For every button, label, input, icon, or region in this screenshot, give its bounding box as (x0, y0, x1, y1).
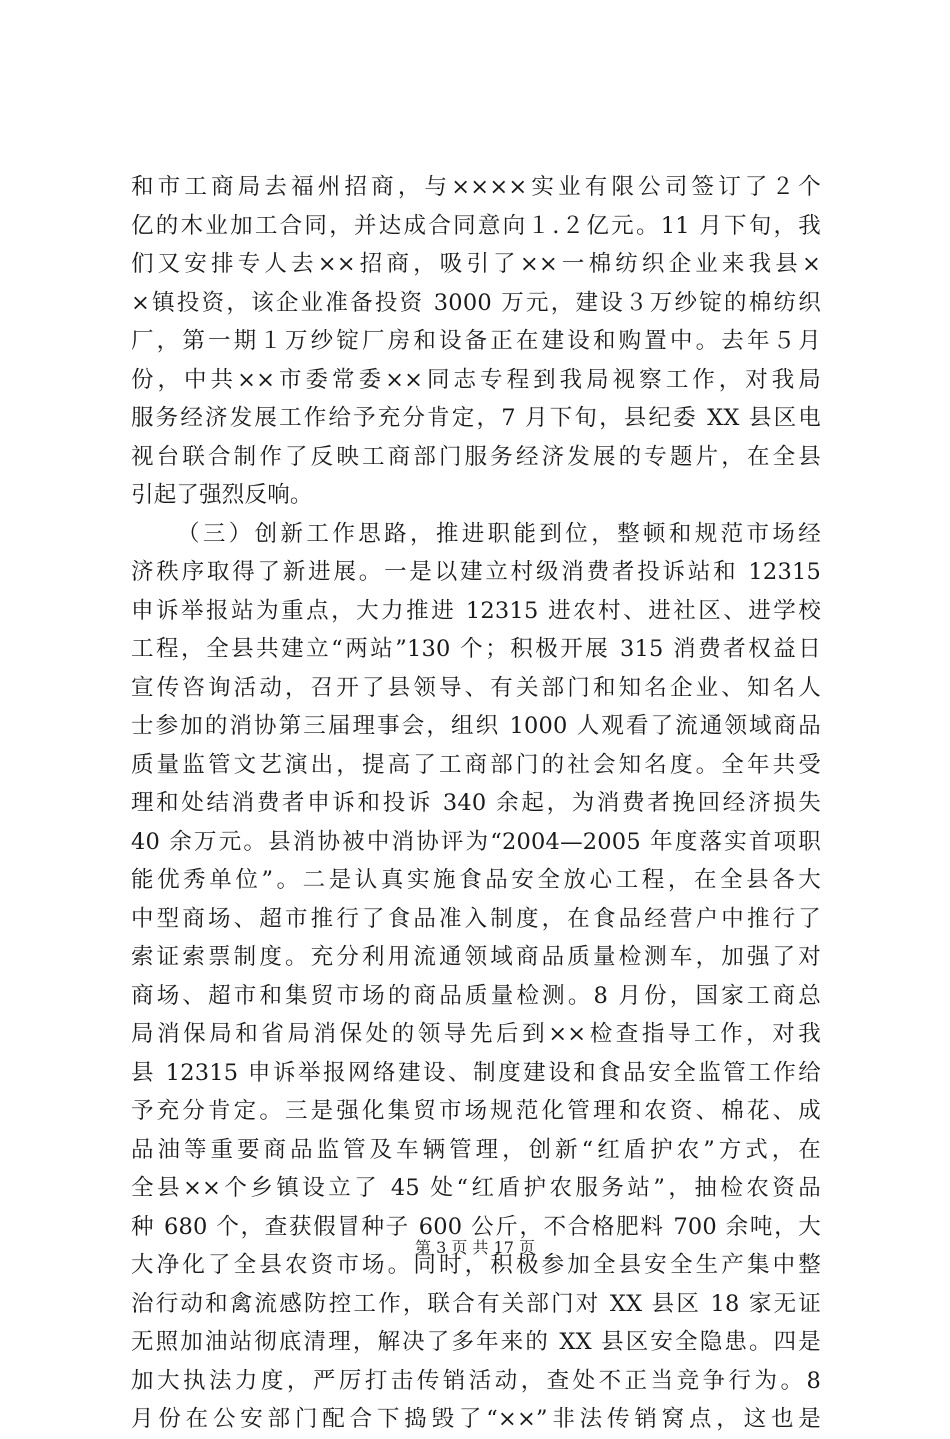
text-line: 理和处结消费者申诉和投诉 340 余起，为消费者挽回经济损失 (131, 790, 821, 816)
text-line: 份，中共××市委常委××同志专程到我局视察工作，对我局 (131, 366, 821, 393)
text-line: 索证索票制度。充分利用流通领域商品质量检测车，加强了对 (131, 944, 821, 970)
text-line: 中型商场、超市推行了食品准入制度，在食品经营户中推行了 (131, 905, 821, 932)
text-line: 工程，全县共建立“两站”130 个；积极开展 315 消费者权益日 (131, 636, 821, 662)
text-line: 服务经济发展工作给予充分肯定，7 月下旬，县纪委 XX 县区电 (131, 405, 821, 431)
text-line: ×镇投资，该企业准备投资 3000 万元，建设３万纱锭的棉纺织 (131, 289, 821, 316)
text-line: 加大执法力度，严厉打击传销活动，查处不正当竞争行为。8 (131, 1367, 821, 1394)
text-line: 全县××个乡镇设立了 45 处“红盾护农服务站”，抽检农资品 (131, 1175, 821, 1201)
text-line: 大净化了全县农资市场。同时，积极参加全县安全生产集中整 (131, 1252, 821, 1278)
page-footer: 第 3 页 共 17 页 (415, 1238, 535, 1257)
text-line: 质量监管文艺演出，提高了工商部门的社会知名度。全年共受 (131, 751, 821, 778)
text-line: 亿的木业加工合同，并达成合同意向１.２亿元。11 月下旬，我 (131, 212, 821, 239)
text-line: 引起了强烈反响。 (131, 482, 313, 508)
text-line: 士参加的消协第三届理事会，组织 1000 人观看了流通领域商品 (131, 713, 821, 739)
text-line: 月份在公安部门配合下捣毁了“××”非法传销窝点，这也是 (131, 1406, 821, 1432)
text-line: 县 12315 申诉举报网络建设、制度建设和食品安全监管工作给 (131, 1059, 821, 1086)
text-line: 们又安排专人去××招商，吸引了××一棉纺织企业来我县× (131, 251, 821, 277)
text-line: 宣传咨询活动，召开了县领导、有关部门和知名企业、知名人 (131, 674, 821, 701)
text-line: 局消保局和省局消保处的领导先后到××检查指导工作，对我 (131, 1021, 821, 1047)
text-line: 治行动和禽流感防控工作，联合有关部门对 XX 县区 18 家无证 (131, 1290, 821, 1317)
text-line: 济秩序取得了新进展。一是以建立村级消费者投诉站和 12315 (131, 559, 821, 585)
text-line: 无照加油站彻底清理，解决了多年来的 XX 县区安全隐患。四是 (131, 1329, 821, 1355)
text-line: 和市工商局去福州招商，与××××实业有限公司签订了２个 (131, 174, 821, 200)
text-line: 品油等重要商品监管及车辆管理，创新“红盾护农”方式，在 (131, 1136, 821, 1163)
text-line: （三）创新工作思路，推进职能到位，整顿和规范市场经 (177, 520, 821, 547)
text-line: 予充分肯定。三是强化集贸市场规范化管理和农资、棉花、成 (131, 1098, 821, 1124)
text-line: 视台联合制作了反映工商部门服务经济发展的专题片，在全县 (131, 443, 821, 470)
text-line: 厂，第一期１万纱锭厂房和设备正在建设和购置中。去年５月 (131, 328, 821, 354)
text-line: 商场、超市和集贸市场的商品质量检测。8 月份，国家工商总 (131, 982, 821, 1009)
text-line: 40 余万元。县消协被中消协评为“2004—2005 年度落实首项职 (131, 828, 821, 855)
text-line: 种 680 个，查获假冒种子 600 公斤，不合格肥料 700 余吨，大 (131, 1213, 821, 1240)
text-line: 能优秀单位”。二是认真实施食品安全放心工程，在全县各大 (131, 867, 821, 893)
text-line: 申诉举报站为重点，大力推进 12315 进农村、进社区、进学校 (131, 597, 821, 624)
